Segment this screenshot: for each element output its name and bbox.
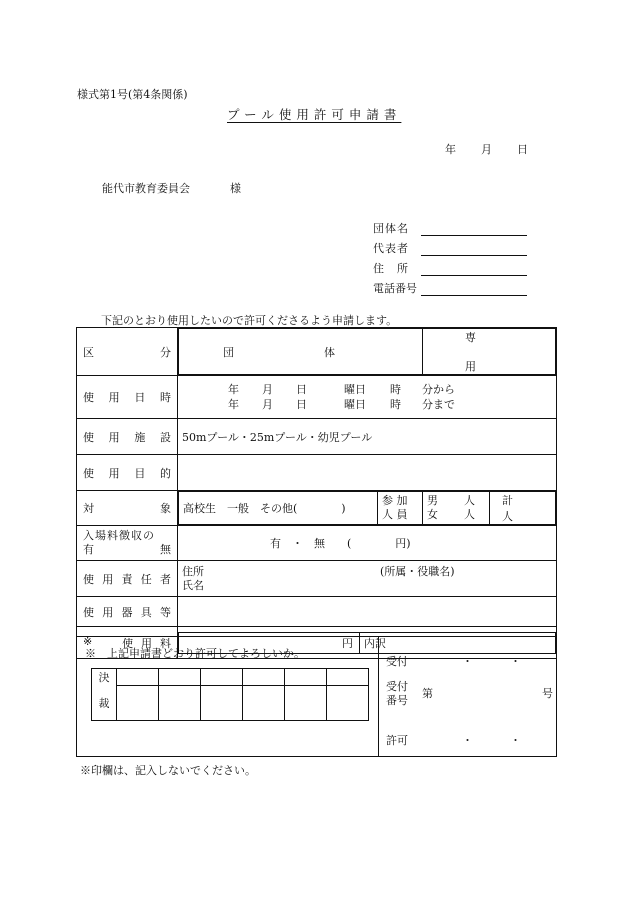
row-equipment [77,597,557,627]
stamp-cell [285,669,327,686]
equipment-field[interactable] [178,597,557,627]
group-name-row [373,216,527,236]
category-private-1: 専 [465,331,476,344]
permit-label: 許可 [386,734,408,747]
group-name-label: 団体名 [373,222,409,235]
received-number-row: 受付 番号 第 号 [386,680,553,707]
fee-breakdown: 内訳 [360,632,556,653]
purpose-label: 使 用 目 的 [77,455,178,491]
row-datetime [77,376,557,419]
date-year: 年 [445,143,456,156]
fee-label: ※ 使 用 料 [77,627,178,659]
phone-label: 電話番号 [373,282,417,295]
reception-section [378,637,556,756]
category-group-2: 体 [324,345,335,359]
decision-label-1: 決 [92,669,117,686]
application-table [76,327,557,659]
applicant-block [373,216,527,296]
application-date[interactable] [445,141,528,157]
target-field[interactable] [178,491,557,526]
received-date-row: 受付 ・ ・ [386,655,521,668]
purpose-field[interactable] [178,455,557,491]
form-number: 様式第1号(第4条関係) [77,88,188,101]
row-facility [77,419,557,455]
decision-label-2: 裁 [92,686,117,721]
representative-row [373,236,527,256]
address-label: 住 所 [373,262,409,275]
responsible-field[interactable] [178,561,557,597]
received-label: 受付 [386,655,408,668]
category-label: 区 分 [77,328,178,376]
category-group-1: 団 [223,345,234,359]
addressee-name: 能代市教育委員会 [102,182,190,195]
equipment-label: 使 用 器 具 等 [77,597,178,627]
responsible-affiliation: (所属・役職名) [380,564,455,578]
facility-value[interactable]: 50mプール・25mプール・幼児プール [178,419,557,455]
facility-label: 使 用 施 設 [77,419,178,455]
responsible-address: 住所 [182,564,204,578]
addressee [102,180,241,196]
stamp-cell [285,686,327,721]
intro-text: 下記のとおり使用したいので許可くださるよう申請します。 [101,314,398,327]
participants-label: 参 加 人 員 [378,492,423,525]
date-month: 月 [481,143,492,156]
participants-total: 計人 [490,492,556,525]
stamp-cell [201,669,243,686]
stamp-cell [243,669,285,686]
target-label: 対 象 [77,491,178,526]
admission-value[interactable]: 有 ・ 無 ( 円) [178,526,557,561]
row-responsible [77,561,557,597]
stamp-cell [201,686,243,721]
address-field[interactable] [421,263,527,276]
phone-row [373,276,527,296]
page-title: プール使用許可申請書 [227,107,402,122]
datetime-field[interactable] [178,376,557,419]
approval-statement: ※ 上記申請書どおり許可してよろしいか。 [85,647,305,660]
number-prefix: 第 [422,687,433,700]
stamp-cell [159,669,201,686]
fee-unit: 円 [179,632,360,653]
admission-label: 入場料徴収の 有 無 [77,526,178,561]
footnote: ※印欄は、記入しないでください。 [80,764,256,777]
office-use-block [76,636,557,757]
datetime-from: 年 月 日 曜日 時 分から [228,383,455,396]
category-private-2: 用 [465,360,476,373]
stamp-cell [243,686,285,721]
datetime-label: 使 用 日 時 [77,376,178,419]
datetime-to: 年 月 日 曜日 時 分まで [228,398,455,411]
row-purpose [77,455,557,491]
representative-label: 代表者 [373,242,409,255]
group-name-field[interactable] [421,223,527,236]
date-day: 日 [517,143,528,156]
phone-field[interactable] [421,283,527,296]
participants-gender: 男 人 女 人 [423,492,490,525]
decision-stamp-grid [91,668,369,721]
number-suffix: 号 [542,687,553,700]
stamp-cell [159,686,201,721]
stamp-cell [117,686,159,721]
row-target [77,491,557,526]
stamp-cell [327,686,369,721]
addressee-honorific: 様 [230,182,241,195]
row-admission [77,526,557,561]
representative-field[interactable] [421,243,527,256]
stamp-cell [327,669,369,686]
approval-section [77,637,379,756]
target-value: 高校生 一般 その他( ) [179,492,378,525]
responsible-label: 使 用 責 任 者 [77,561,178,597]
stamp-cell [117,669,159,686]
responsible-name: 氏名 [182,578,204,592]
permit-date-row: 許可 ・ ・ [386,734,521,747]
category-values[interactable] [178,328,557,376]
address-row [373,256,527,276]
row-category [77,328,557,376]
